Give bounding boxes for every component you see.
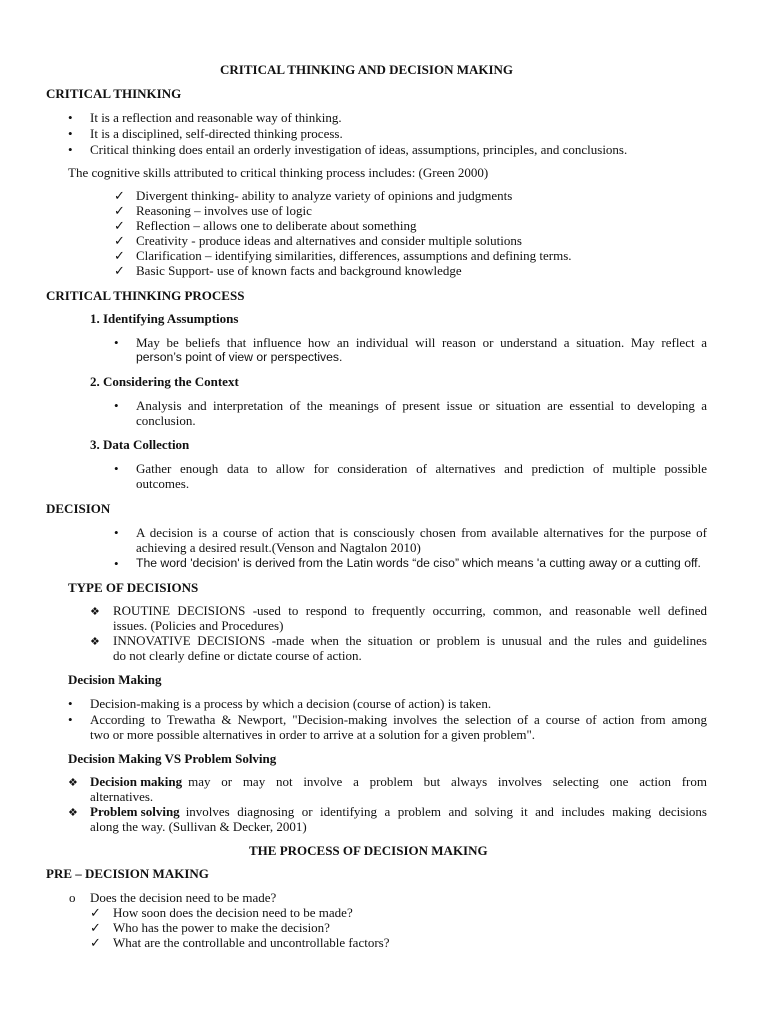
bullet-icon [114, 461, 119, 476]
section-heading-decision: DECISION [46, 501, 111, 516]
list-item: Creativity - produce ideas and alternatives and consider multiple solutions [136, 233, 522, 248]
list-item: Gather enough data to allow for consideration of alternatives and prediction of multiple possible [136, 461, 707, 476]
list-item-continuation: conclusion. [136, 413, 196, 428]
list-item: The word 'decision' is derived from the Latin words “de ciso” which means 'a cutting away or a cutting off. [136, 556, 701, 570]
section-heading-process-of-decision: THE PROCESS OF DECISION MAKING [249, 843, 488, 858]
checkmark-icon [114, 233, 125, 248]
list-item-continuation: do not clearly define or dictate course of action. [113, 648, 362, 663]
list-item: It is a disciplined, self-directed thinking process. [90, 126, 343, 141]
list-item-continuation: two or more possible alternatives in order to arrive at a solution for a given problem". [90, 727, 536, 742]
checkmark-icon [114, 263, 125, 278]
list-item: A decision is a course of action that is consciously chosen from available alternatives for the purpose of [136, 525, 707, 540]
checkmark-icon [114, 203, 125, 218]
section-heading-vs: Decision Making VS Problem Solving [68, 751, 277, 766]
checkmark-icon [90, 920, 101, 935]
list-item-continuation: issues. (Policies and Procedures) [113, 618, 284, 633]
bullet-icon [114, 556, 119, 571]
list-item: According to Trewatha & Newport, "Decision-making involves the selection of a course of action from among [90, 712, 707, 727]
section-heading-critical-thinking: CRITICAL THINKING [46, 86, 182, 101]
list-item-continuation: achieving a desired result.(Venson and Nagtalon 2010) [136, 540, 421, 555]
list-item-continuation: along the way. (Sullivan & Decker, 2001) [90, 819, 307, 834]
step-title: 3. Data Collection [90, 437, 190, 452]
definition-text: involves diagnosing or identifying a problem and solving it and includes making decisions [185, 804, 707, 819]
checkmark-icon [114, 188, 125, 203]
checkmark-icon [114, 218, 125, 233]
bullet-icon [114, 525, 119, 540]
checkmark-icon [114, 248, 125, 263]
diamond-bullet-icon [68, 804, 78, 821]
bullet-icon [68, 696, 73, 711]
step-title: 1. Identifying Assumptions [90, 311, 239, 326]
bullet-icon [68, 142, 73, 157]
list-item: How soon does the decision need to be made? [113, 905, 353, 920]
bullet-icon [68, 712, 73, 727]
step-title: 2. Considering the Context [90, 374, 239, 389]
term-problem-solving: Problem solving [90, 804, 180, 819]
list-item: Reflection – allows one to deliberate about something [136, 218, 417, 233]
list-item: Basic Support- use of known facts and background knowledge [136, 263, 462, 278]
list-item: Clarification – identifying similarities, differences, assumptions and defining terms. [136, 248, 572, 263]
diamond-bullet-icon [90, 633, 100, 650]
checkmark-icon [90, 905, 101, 920]
list-item [90, 774, 707, 789]
list-item: What are the controllable and uncontrollable factors? [113, 935, 390, 950]
term-decision-making: Decision making [90, 774, 183, 789]
list-item: May be beliefs that influence how an individual will reason or understand a situation. May reflect a [136, 335, 707, 350]
diamond-bullet-icon [68, 774, 78, 791]
list-item: INNOVATIVE DECISIONS -made when the situation or problem is unusual and the rules and guidelines [113, 633, 707, 648]
list-item: Critical thinking does entail an orderly investigation of ideas, assumptions, principles, and conclusions. [90, 142, 628, 157]
bullet-icon [114, 335, 119, 350]
section-heading-pre-decision: PRE – DECISION MAKING [46, 866, 209, 881]
document-title: CRITICAL THINKING AND DECISION MAKING [220, 62, 514, 77]
paragraph: The cognitive skills attributed to critical thinking process includes: (Green 2000) [68, 165, 489, 180]
list-item [90, 804, 707, 819]
list-item: Analysis and interpretation of the meanings of present issue or situation are essential to developing a [136, 398, 707, 413]
list-item-continuation: alternatives. [90, 789, 154, 804]
circle-bullet-icon [69, 890, 76, 905]
list-item-continuation: outcomes. [136, 476, 190, 491]
list-item: Decision-making is a process by which a decision (course of action) is taken. [90, 696, 492, 711]
list-item-continuation: person’s point of view or perspectives. [136, 350, 343, 364]
diamond-bullet-icon [90, 603, 100, 620]
bullet-icon [114, 398, 119, 413]
bullet-icon [68, 126, 73, 141]
list-item: Reasoning – involves use of logic [136, 203, 312, 218]
list-item: It is a reflection and reasonable way of thinking. [90, 110, 342, 125]
section-heading-decision-making: Decision Making [68, 672, 162, 687]
bullet-icon [68, 110, 73, 125]
section-heading-process: CRITICAL THINKING PROCESS [46, 288, 245, 303]
list-item: Does the decision need to be made? [90, 890, 277, 905]
list-item: Divergent thinking- ability to analyze variety of opinions and judgments [136, 188, 513, 203]
definition-text: may or may not involve a problem but always involves selecting one action from [188, 774, 707, 789]
checkmark-icon [90, 935, 101, 950]
list-item: Who has the power to make the decision? [113, 920, 330, 935]
list-item: ROUTINE DECISIONS -used to respond to frequently occurring, common, and reasonable well defined [113, 603, 707, 618]
section-heading-types: TYPE OF DECISIONS [68, 580, 199, 595]
